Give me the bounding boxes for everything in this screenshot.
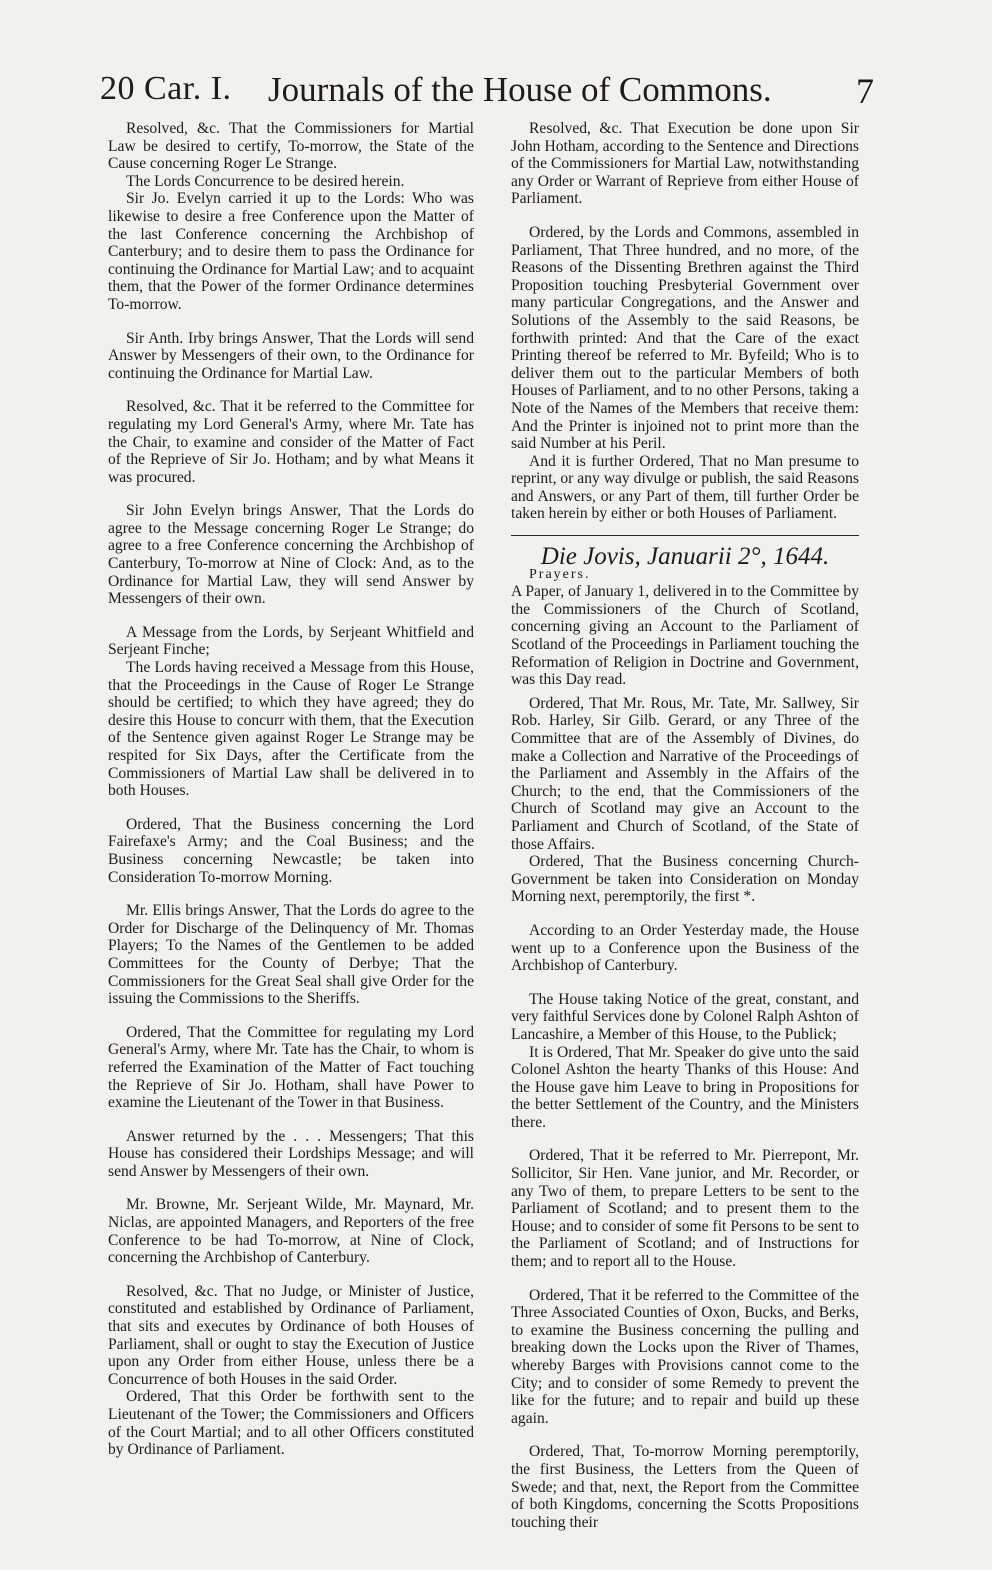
entry-paragraph: According to an Order Yesterday made, the House went up to a Conference upon the Business of the Archbishop of Canterbury. <box>511 921 859 975</box>
entry-paragraph: And it is further Ordered, That no Man presume to reprint, or any way divulge or publish, the said Reasons and Answers, or any Part of them, till further Order be taken herein by either or both Houses of Parliament. <box>511 452 859 523</box>
entry-paragraph: Resolved, &c. That it be referred to the Committee for regulating my Lord General's Army, where Mr. Tate has the Chair, to examine and consider of the Matter of Fact of the Reprieve of Sir Jo. Hotham; and by what Means it was procured. <box>108 398 474 486</box>
entry-paragraph: Ordered, That the Business concerning Church-Government be taken into Consideration on Monday Morning next, peremptorily, the first *. <box>511 853 859 906</box>
entry-paragraph: A Message from the Lords, by Serjeant Whitfield and Serjeant Finche; <box>108 623 474 659</box>
prayers-label: Prayers. <box>529 566 591 582</box>
entry-paragraph: Ordered, That, To-morrow Morning peremptorily, the first Business, the Letters from the Queen of Swede; and that, next, the Report from the Committee of both Kingdoms, concerning the Scotts Propositions touching their <box>511 1443 859 1531</box>
entry-paragraph: Sir Anth. Irby brings Answer, That the Lords will send Answer by Messengers of their own, to the Ordinance for continuing the Ordinance for Martial Law. <box>108 329 474 382</box>
entry-paragraph: It is Ordered, That Mr. Speaker do give unto the said Colonel Ashton the hearty Thanks of this House: And the House gave him Leave to bring in Propositions for the better Settlement of the Country, and the Ministers there. <box>511 1043 859 1131</box>
entry-paragraph: Ordered, by the Lords and Commons, assembled in Parliament, That Three hundred, and no more, of the Reasons of the Dissenting Brethren against the Third Proposition touching Presbyterial Government over many particular Congregations, and the Answer and Solutions of the Assembly to the said Reasons, be forthwith printed: And that the Care of the exact Printing thereof be referred to Mr. Byfeild; Who is to deliver them out to the particular Members of both Houses of Parliament, and to no other Persons, taking a Note of the Names of the Members that receive them: And the Printer is injoined not to print more than the said Number at his Peril. <box>511 223 859 453</box>
entry-paragraph: Resolved, &c. That the Commissioners for Martial Law be desired to certify, To-morrow, the State of the Cause concerning Roger Le Strange. <box>108 120 474 173</box>
entry-paragraph: Ordered, That the Committee for regulating my Lord General's Army, where Mr. Tate has the Chair, to whom is referred the Examination of the Matter of Fact touching the Reprieve of Sir Jo. Hotham, shall have Power to examine the Lieutenant of the Tower in that Business. <box>108 1023 474 1112</box>
entry-paragraph: Sir Jo. Evelyn carried it up to the Lords: Who was likewise to desire a free Conference upon the Matter of the last Conference concerning the Archbishop of Canterbury; and to desire them to pass the Ordinance for continuing the Ordinance for Martial Law; and to acquaint them, that the Power of the former Ordinance determines To-morrow. <box>108 190 474 313</box>
right-column <box>511 120 859 1531</box>
entry-paragraph: The Lords Concurrence to be desired herein. <box>126 172 405 190</box>
page-number: 7 <box>856 71 874 111</box>
entry-paragraph: The House taking Notice of the great, constant, and very faithful Services done by Colonel Ralph Ashton of Lancashire, a Member of this House, to the Publick; <box>511 990 859 1043</box>
entry-paragraph: The Lords having received a Message from this House, that the Proceedings in the Cause of Roger Le Strange should be certified; to which they have agreed; they do desire this House to concurr with them, that the Execution of the Sentence given against Roger Le Strange may be respited for Six Days, after the Certificate from the Commissioners of Martial Law shall be delivered in to both Houses. <box>108 659 474 800</box>
entry-paragraph: Resolved, &c. That Execution be done upon Sir John Hotham, according to the Sentence and Directions of the Commissioners for Martial Law, notwithstanding any Order or Warrant of Reprieve from either House of Parliament. <box>511 120 859 208</box>
left-column <box>108 120 474 1459</box>
entry-paragraph: Ordered, That this Order be forthwith sent to the Lieutenant of the Tower; the Commissioners and Officers of the Court Martial; and to all other Officers constituted by Ordinance of Parliament. <box>108 1388 474 1459</box>
entry-paragraph: Ordered, That Mr. Rous, Mr. Tate, Mr. Sallwey, Sir Rob. Harley, Sir Gilb. Gerard, or any Three of the Committee that are of the Assembly of Divines, do make a Collection and Narrative of the Proceedings of the Parliament and Assembly in the Affairs of the Church; to the end, that the Commissioners of the Church of Scotland may give an Account to the Parliament and Church of Scotland, of the State of those Affairs. <box>511 694 859 853</box>
entry-paragraph: Mr. Ellis brings Answer, That the Lords do agree to the Order for Discharge of the Delinquency of Mr. Thomas Players; To the Names of the Gentlemen to be added Committees for the County of Derbye; That the Commissioners for the Great Seal shall give Order for the issuing the Commissions to the Sheriffs. <box>108 902 474 1008</box>
day-heading: Die Jovis, Januarii 2°, 1644. <box>540 543 830 571</box>
entry-paragraph: A Paper, of January 1, delivered in to the Committee by the Commissioners of the Church of Scotland, concerning giving an Account to the Parliament of Scotland of the Proceedings in Parliament touching the Reformation of Religion in Doctrine and Government, was this Day read. <box>511 583 859 689</box>
entry-paragraph: Ordered, That the Business concerning the Lord Fairefaxe's Army; and the Coal Business; and the Business concerning Newcastle; be taken into Consideration To-morrow Morning. <box>108 815 474 886</box>
section-divider <box>511 535 859 536</box>
entry-paragraph: Resolved, &c. That no Judge, or Minister of Justice, constituted and established by Ordinance of Parliament, that sits and executes by Ordinance of both Houses of Parliament, shall or ought to stay the Execution of Justice upon any Order from either House, unless there be a Concurrence of both Houses in the said Order. <box>108 1282 474 1388</box>
journal-title: Journals of the House of Commons. <box>268 70 772 109</box>
entry-paragraph: Sir John Evelyn brings Answer, That the Lords do agree to the Message concerning Roger Le Strange; do agree to a free Conference concerning the Archbishop of Canterbury, To-morrow at Nine of Clock: And, as to the Ordinance for Martial Law, they will send Answer by Messengers of their own. <box>108 502 474 608</box>
entry-paragraph: Mr. Browne, Mr. Serjeant Wilde, Mr. Maynard, Mr. Niclas, are appointed Managers, and Reporters of the free Conference to be had To-morrow, at Nine of Clock, concerning the Archbishop of Canterbury. <box>108 1196 474 1267</box>
regnal-year: 20 Car. I. <box>100 70 232 107</box>
entry-paragraph: Ordered, That it be referred to Mr. Pierrepont, Mr. Sollicitor, Sir Hen. Vane junior, and Mr. Recorder, or any Two of them, to prepare Letters to be sent to the Parliament of Scotland; and to present them to the House; and to consider of some fit Persons to be sent to the Parliament of Scotland; and of Instructions for them; and to report all to the House. <box>511 1147 859 1271</box>
entry-paragraph: Ordered, That it be referred to the Committee of the Three Associated Counties of Oxon, Bucks, and Berks, to examine the Business concerning the pulling and breaking down the Locks upon the River of Thames, whereby Barges with Provisions cannot come to the City; and to consider of some Remedy to prevent the like for the future; and to repair and build up these again. <box>511 1286 859 1427</box>
page-header <box>100 70 874 120</box>
entry-paragraph: Answer returned by the . . . Messengers; That this House has considered their Lordships Message; and will send Answer by Messengers of their own. <box>108 1127 474 1180</box>
